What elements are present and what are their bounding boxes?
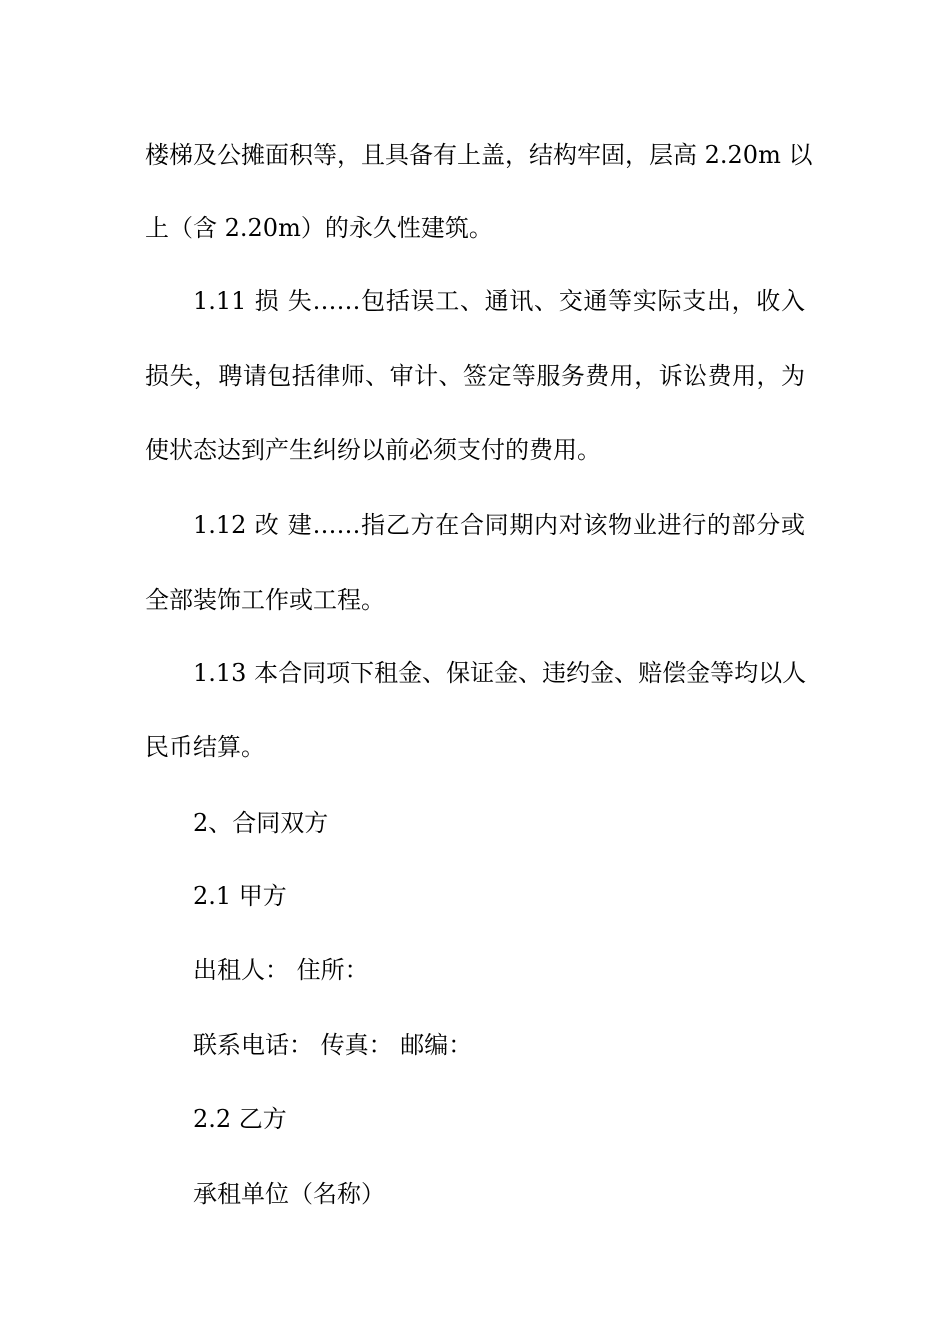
text-line: 使状态达到产生纠纷以前必须支付的费用。 xyxy=(145,436,601,464)
text-line: 损失，聘请包括律师、审计、签定等服务费用，诉讼费用，为 xyxy=(145,362,805,390)
form-line: 承租单位（名称） xyxy=(193,1180,385,1208)
text-line: 1.13 本合同项下租金、保证金、违约金、赔偿金等均以人 xyxy=(193,659,807,687)
subsection-heading: 2.2 乙方 xyxy=(193,1105,287,1133)
text-line: 民币结算。 xyxy=(145,733,265,761)
text-line: 全部装饰工作或工程。 xyxy=(145,586,385,614)
text-line: 1.11 损 失……包括误工、通讯、交通等实际支出，收入 xyxy=(193,287,805,315)
text-line: 楼梯及公摊面积等，且具备有上盖，结构牢固，层高 2.20m 以 xyxy=(145,141,813,169)
text-line: 上（含 2.20m）的永久性建筑。 xyxy=(145,214,493,242)
section-heading: 2、合同双方 xyxy=(193,809,329,837)
subsection-heading: 2.1 甲方 xyxy=(193,882,287,910)
form-line: 联系电话： 传真： 邮编： xyxy=(193,1031,473,1059)
form-line: 出租人： 住所： xyxy=(193,956,369,984)
text-line: 1.12 改 建……指乙方在合同期内对该物业进行的部分或 xyxy=(193,511,805,539)
